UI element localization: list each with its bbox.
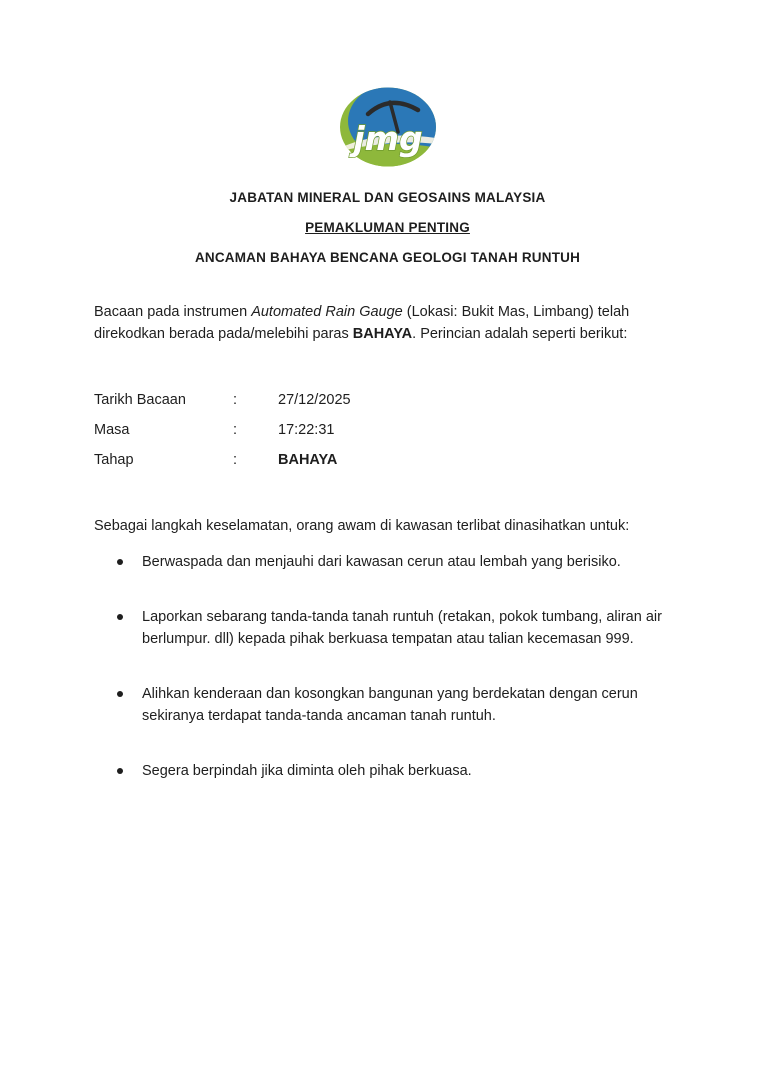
notice-title-heading: PEMAKLUMAN PENTING <box>305 220 470 235</box>
intro-paragraph <box>94 301 683 345</box>
document-body <box>0 301 775 782</box>
detail-label: Tahap <box>94 452 134 468</box>
advisory-item-2: Laporkan sebarang tanda-tanda tanah runtuh (retakan, pokok tumbang, aliran air berlumpur. dll) kepada pihak berkuasa tempatan atau talian kecemasan 999. <box>142 606 682 650</box>
instrument-name: Automated Rain Gauge <box>251 304 403 320</box>
logo-container <box>0 0 775 173</box>
document-header <box>0 189 775 267</box>
detail-separator: : <box>233 422 238 438</box>
advisory-item-1: Berwaspada dan menjauhi dari kawasan cerun atau lembah yang berisiko. <box>142 551 682 573</box>
detail-row-level <box>94 445 683 475</box>
advisory-item-3: Alihkan kenderaan dan kosongkan bangunan yang berdekatan dengan cerun sekiranya terdapat tanda-tanda ancaman tanah runtuh. <box>142 683 682 727</box>
detail-value-level: BAHAYA <box>278 452 338 468</box>
jmg-logo <box>338 86 438 168</box>
advisory-item-4: Segera berpindah jika diminta oleh pihak berkuasa. <box>142 760 682 782</box>
org-name-heading: JABATAN MINERAL DAN GEOSAINS MALAYSIA <box>229 190 546 205</box>
subject-heading: ANCAMAN BAHAYA BENCANA GEOLOGI TANAH RUNTUH <box>194 250 581 265</box>
alert-level-inline: BAHAYA <box>352 326 413 342</box>
detail-label: Tarikh Bacaan <box>94 392 186 408</box>
detail-row-date <box>94 385 683 415</box>
detail-row-time <box>94 415 683 445</box>
detail-separator: : <box>233 392 238 408</box>
advisory-intro: Sebagai langkah keselamatan, orang awam di kawasan terlibat dinasihatkan untuk: <box>94 518 630 534</box>
reading-details-table <box>94 385 683 475</box>
intro-text-1: Bacaan pada instrumen <box>94 304 252 320</box>
detail-value-time: 17:22:31 <box>278 422 335 438</box>
logo-acronym-text: jmg <box>352 119 423 158</box>
detail-separator: : <box>233 452 238 468</box>
advisory-list <box>94 551 683 782</box>
intro-text-3: . Perincian adalah seperti berikut: <box>412 326 628 342</box>
detail-label: Masa <box>94 422 130 438</box>
detail-value-date: 27/12/2025 <box>278 392 351 408</box>
intro-text-2: (Lokasi: Bukit Mas, Limbang) telah direkodkan berada pada/melebihi paras <box>94 304 630 342</box>
